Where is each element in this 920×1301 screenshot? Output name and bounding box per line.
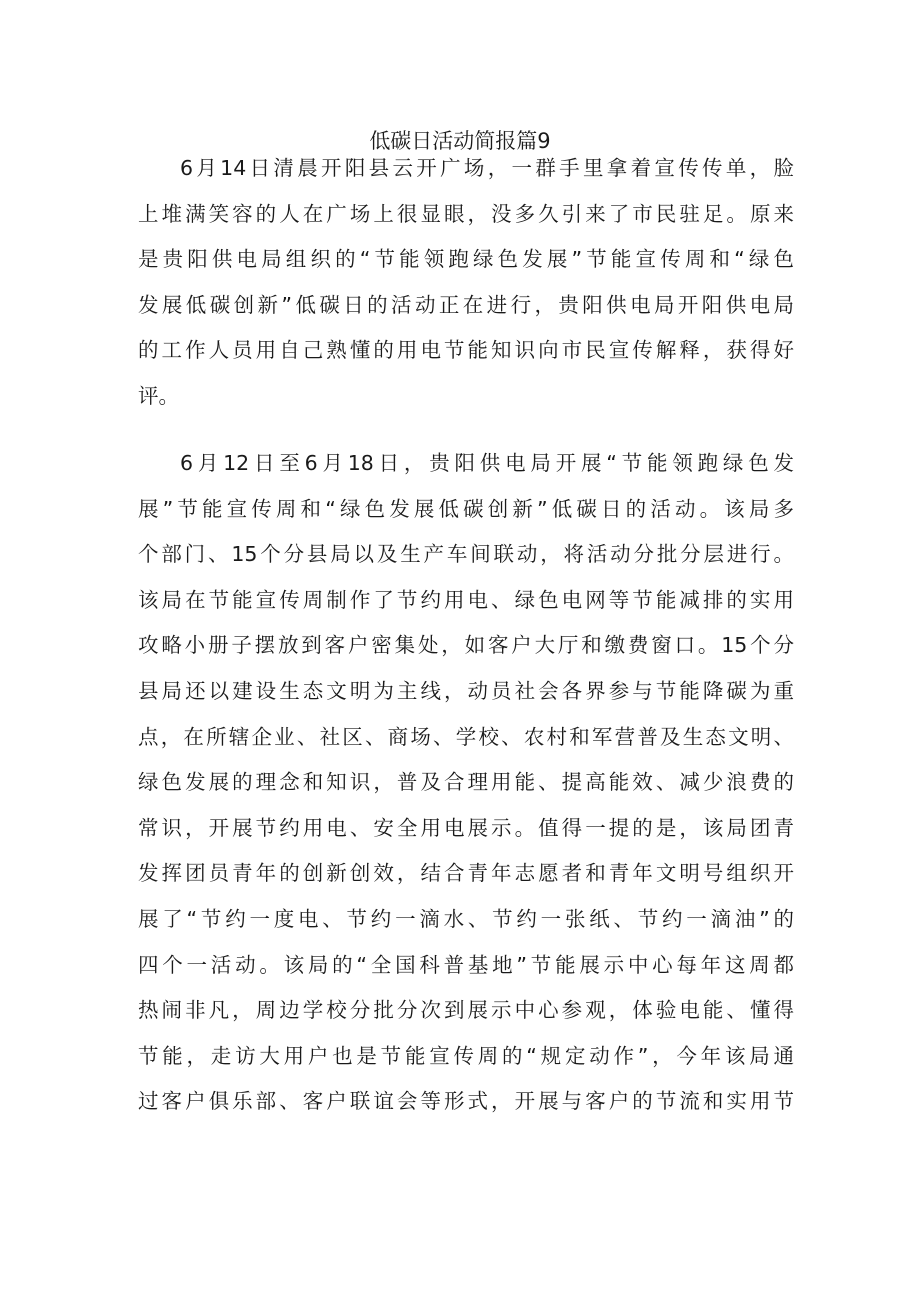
paragraph-2 <box>138 441 794 1125</box>
paragraph-line: 绿色发展的理念和知识，普及合理用能、提高能效、减少浪费的 <box>138 770 794 795</box>
paragraph-line: 的工作人员用自己熟懂的用电节能知识向市民宣传解释，获得好 <box>138 338 794 363</box>
paragraph-line: 6月12日至6月18日，贵阳供电局开展“节能领跑绿色发 <box>180 451 794 475</box>
paragraph-1 <box>138 146 794 420</box>
paragraph-line: 是贵阳供电局组织的“节能领跑绿色发展”节能宣传周和“绿色 <box>138 247 794 272</box>
paragraph-line: 四个一活动。该局的“全国科普基地”节能展示中心每年这周都 <box>138 952 794 977</box>
paragraph-line: 攻略小册子摆放到客户密集处，如客户大厅和缴费窗口。15个分 <box>138 633 794 658</box>
paragraph-line: 该局在节能宣传周制作了节约用电、绿色电网等节能减排的实用 <box>138 587 794 612</box>
paragraph-line: 发展低碳创新”低碳日的活动正在进行，贵阳供电局开阳供电局 <box>138 292 794 317</box>
paragraph-line: 点，在所辖企业、社区、商场、学校、农村和军营普及生态文明、 <box>138 724 794 749</box>
paragraph-line: 6月14日清晨开阳县云开广场，一群手里拿着宣传传单，脸 <box>180 156 794 180</box>
paragraph-line: 展”节能宣传周和“绿色发展低碳创新”低碳日的活动。该局多 <box>138 496 794 521</box>
paragraph-line: 县局还以建设生态文明为主线，动员社会各界参与节能降碳为重 <box>138 678 794 703</box>
paragraph-line: 节能，走访大用户也是节能宣传周的“规定动作”，今年该局通 <box>138 1043 794 1068</box>
paragraph-line: 常识，开展节约用电、安全用电展示。值得一提的是，该局团青 <box>138 815 794 840</box>
document-title: 低碳日活动简报篇9 <box>369 129 551 153</box>
paragraph-line: 评。 <box>138 383 179 408</box>
paragraph-line: 上堆满笑容的人在广场上很显眼，没多久引来了市民驻足。原来 <box>138 201 794 226</box>
paragraph-line: 热闹非凡，周边学校分批分次到展示中心参观，体验电能、懂得 <box>138 998 794 1023</box>
paragraph-line: 过客户俱乐部、客户联谊会等形式，开展与客户的节流和实用节 <box>138 1089 794 1114</box>
paragraph-line: 展了“节约一度电、节约一滴水、节约一张纸、节约一滴油”的 <box>138 906 794 931</box>
paragraph-line: 个部门、15个分县局以及生产车间联动，将活动分批分层进行。 <box>138 542 794 567</box>
paragraph-line: 发挥团员青年的创新创效，结合青年志愿者和青年文明号组织开 <box>138 861 794 886</box>
